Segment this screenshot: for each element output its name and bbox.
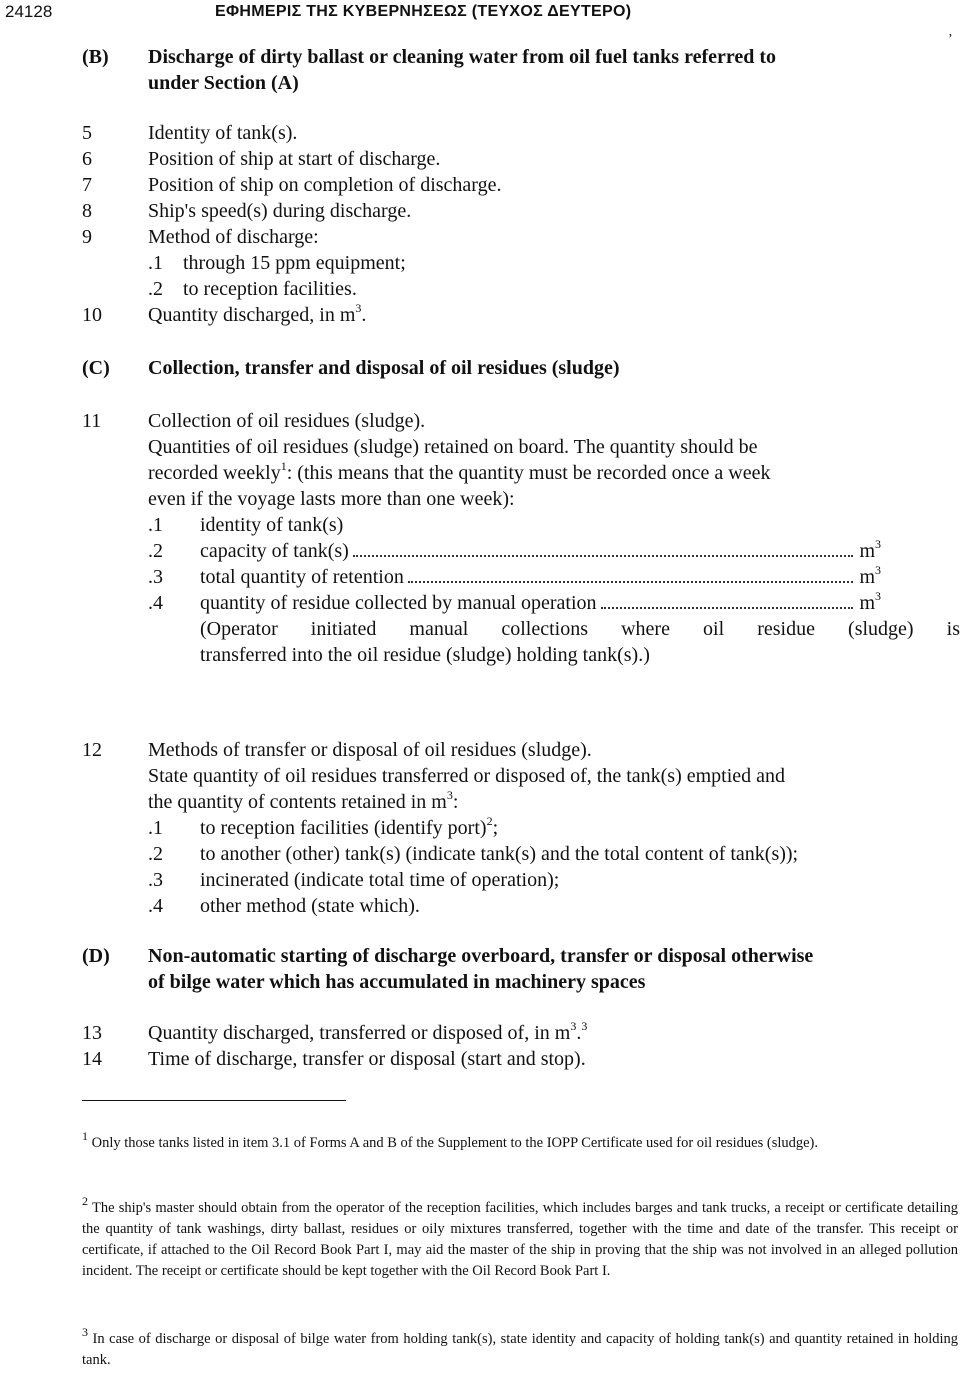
item-number: 12 xyxy=(82,739,102,761)
item-11-line2: Quantities of oil residues (sludge) retained on board. The quantity should be xyxy=(148,436,758,458)
item-12-line2: State quantity of oil residues transferred or disposed of, the tank(s) emptied and xyxy=(148,765,786,787)
page-header xyxy=(0,2,960,28)
footnote-ref: 1 xyxy=(280,459,287,474)
sub-number: .3 xyxy=(148,869,163,891)
item-number: 9 xyxy=(82,226,92,248)
page-number: 24128 xyxy=(5,2,53,21)
sub-text: identity of tank(s) xyxy=(200,514,344,536)
option-number: .1 xyxy=(148,252,163,274)
item-text: Ship's speed(s) during discharge. xyxy=(148,200,412,222)
item-number: 14 xyxy=(82,1048,102,1070)
footnote-1: $^1$ Only those tanks listed in item 3.1 of Forms A and B of the Supplement to the IOPP Certificate used for oil residues (sludge). xyxy=(82,1129,819,1151)
section-b-title-line2: under Section (A) xyxy=(148,72,299,94)
item-14-text: Time of discharge, transfer or disposal (start and stop). xyxy=(148,1048,586,1070)
sub-number: .4 xyxy=(148,895,163,917)
section-c-label: (C) xyxy=(82,357,110,379)
item-12-line3: the quantity of contents retained in $m^3$: xyxy=(148,788,459,813)
item-number: 6 xyxy=(82,148,92,170)
footnote-ref: 3 xyxy=(581,1019,588,1034)
section-d-label: (D) xyxy=(82,945,110,967)
sub-text: other method (state which). xyxy=(200,895,420,917)
option-number: .2 xyxy=(148,278,163,300)
item-text: Position of ship at start of discharge. xyxy=(148,148,441,170)
item-number: 5 xyxy=(82,122,92,144)
sub-number: .2 xyxy=(148,540,163,562)
operator-note-line2: transferred into the oil residue (sludge) holding tank(s).) xyxy=(200,644,650,666)
sub-number: .1 xyxy=(148,817,163,839)
section-c-title: Collection, transfer and disposal of oil residues (sludge) xyxy=(148,357,620,379)
footnote-3: $^3$ In case of discharge or disposal of bilge water from holding tank(s), state identity and capacity of holding tank(s) and quantity retained in holding tank. xyxy=(82,1325,958,1368)
item-number: 13 xyxy=(82,1022,102,1044)
manual-collection-entry-line: quantity of residue collected by manual operation $m^3$ xyxy=(200,589,881,614)
sub-number: .2 xyxy=(148,843,163,865)
corner-mark: ʼ xyxy=(948,32,953,47)
footnote-ref: 2 xyxy=(486,814,493,829)
sub-number: .1 xyxy=(148,514,163,536)
sub-text: to reception facilities (identify port)$^2$; xyxy=(200,814,499,839)
section-d-title-line2: of bilge water which has accumulated in machinery spaces xyxy=(148,971,646,993)
item-10-text: Quantity discharged, in $m^3$. xyxy=(148,301,367,326)
gazette-title: ΕΦΗΜΕΡΙΣ ΤΗΣ ΚΥΒΕΡΝΗΣΕΩΣ (ΤΕΥΧΟΣ ΔΕΥΤΕΡΟ) xyxy=(215,3,632,20)
item-number: 7 xyxy=(82,174,92,196)
sub-number: .3 xyxy=(148,566,163,588)
sub-text: to another (other) tank(s) (indicate tank(s) and the total content of tank(s)); xyxy=(200,843,799,865)
option-text: through 15 ppm equipment; xyxy=(183,252,406,274)
item-12-line1: Methods of transfer or disposal of oil residues (sludge). xyxy=(148,739,592,761)
item-11-line1: Collection of oil residues (sludge). xyxy=(148,410,426,432)
capacity-entry-line: capacity of tank(s) $m^3$ xyxy=(200,537,881,562)
option-text: to reception facilities. xyxy=(183,278,357,300)
item-number: 8 xyxy=(82,200,92,222)
item-11-line4: even if the voyage lasts more than one week): xyxy=(148,488,515,510)
item-13-text: Quantity discharged, transferred or disposed of, in $m^3.^3$ xyxy=(148,1019,588,1044)
retention-entry-line: total quantity of retention $m^3$ xyxy=(200,563,881,588)
sub-text: incinerated (indicate total time of operation); xyxy=(200,869,560,891)
item-text: Position of ship on completion of discharge. xyxy=(148,174,502,196)
item-number: 10 xyxy=(82,304,102,326)
section-b-title-line1: Discharge of dirty ballast or cleaning water from oil fuel tanks referred to xyxy=(148,46,777,68)
item-text: Identity of tank(s). xyxy=(148,122,298,144)
operator-note-line1: (Operator initiated manual collections where oil residue (sludge) is xyxy=(200,618,960,640)
section-d-title-line1: Non-automatic starting of discharge overboard, transfer or disposal otherwise xyxy=(148,945,814,967)
item-number: 11 xyxy=(82,410,102,432)
item-text: Method of discharge: xyxy=(148,226,319,248)
footnote-2: $^2$ The ship's master should obtain from the operator of the reception facilities, which includes barges and tank trucks, a receipt or certificate detailing the quantity of tank washings, dirty ballast, residues or oily mixtures transferred, together with the time and date of the transfer. This receipt or certificate, if attached to the Oil Record Book Part I, may aid the master of the ship in proving that the ship was not involved in an alleged pollution incident. The receipt or certificate should be kept together with the Oil Record Book Part I. xyxy=(82,1194,958,1279)
sub-number: .4 xyxy=(148,592,163,614)
footnote-divider xyxy=(82,1100,346,1101)
item-11-line3: recorded weekly$^1$: (this means that the quantity must be recorded once a week xyxy=(148,459,771,484)
section-b-label: (B) xyxy=(82,46,109,68)
